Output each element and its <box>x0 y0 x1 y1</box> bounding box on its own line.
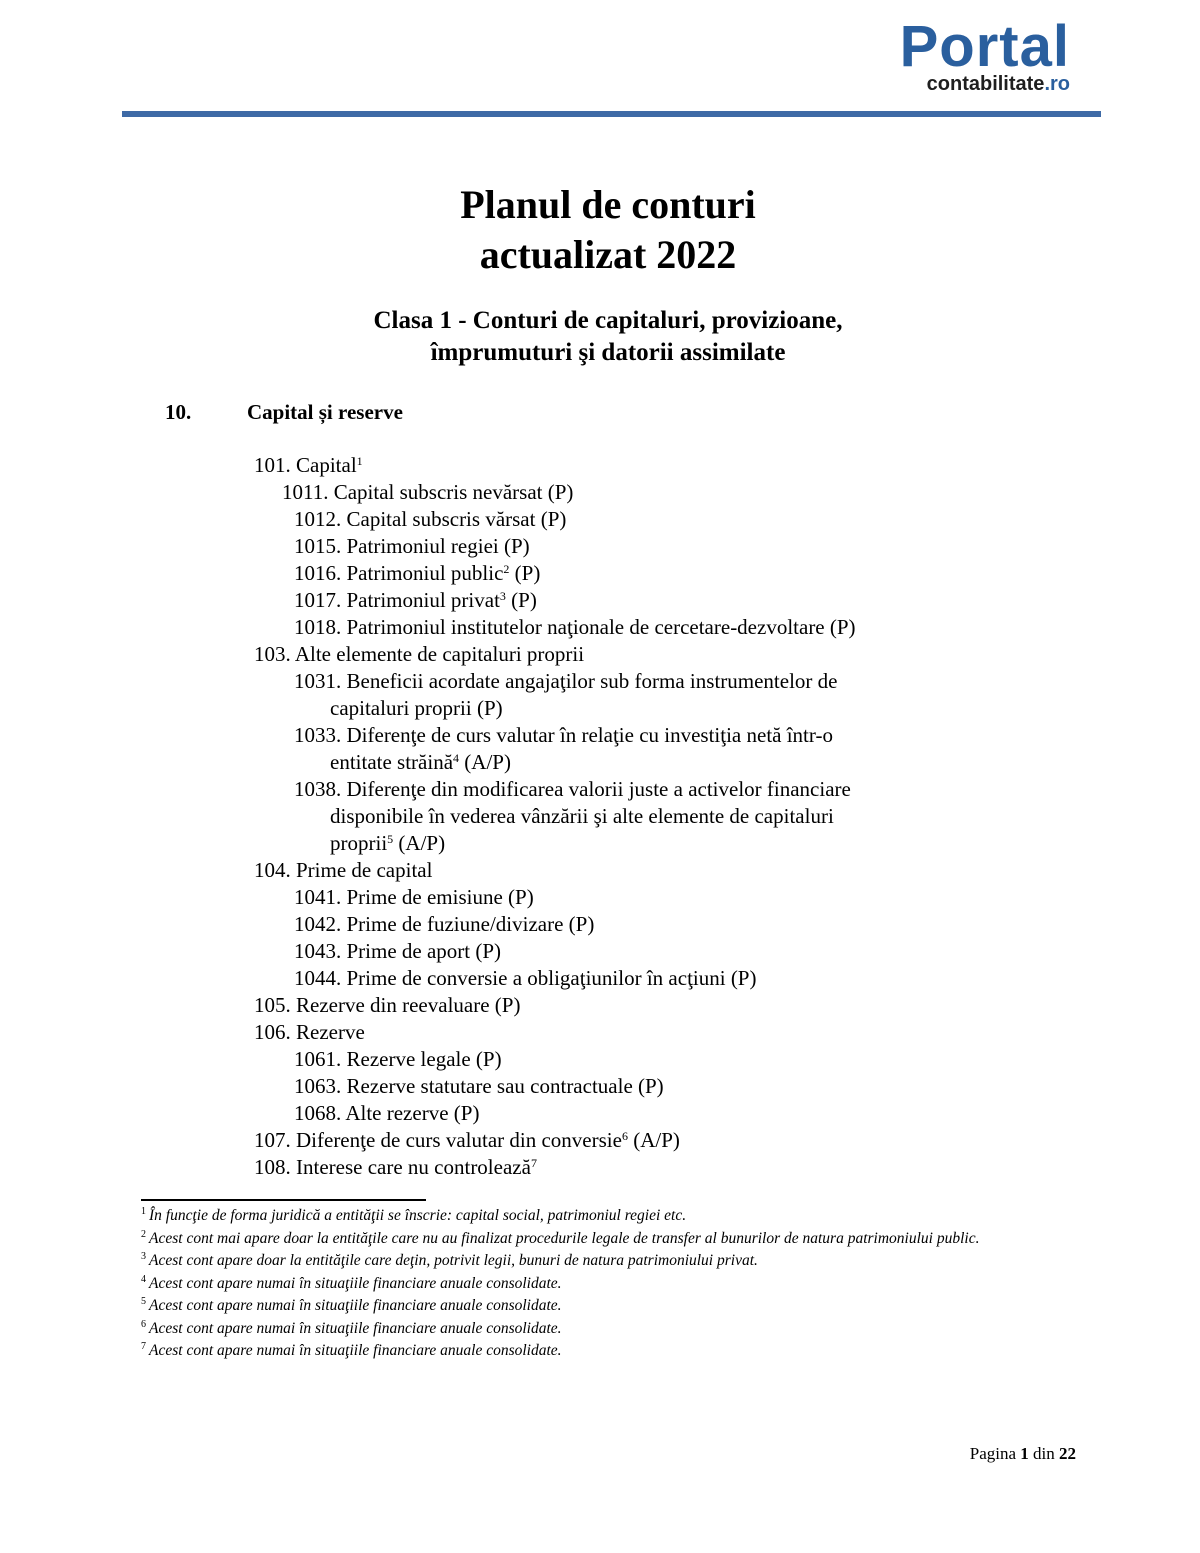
account-text: 103. Alte elemente de capitaluri proprii <box>254 642 585 666</box>
account-line <box>294 911 1200 938</box>
account-text: 1033. Diferenţe de curs valutar în relaţie cu investiţia netă într-o <box>294 723 833 747</box>
footnote <box>141 1228 1051 1251</box>
account-text: 101. Capital <box>254 453 357 477</box>
class-heading-line-2: împrumuturi şi datorii assimilate <box>430 339 786 366</box>
account-line <box>294 884 1200 911</box>
footnote-ref: 7 <box>530 1155 537 1170</box>
account-text: 1063. Rezerve statutare sau contractuale (P) <box>294 1074 664 1098</box>
account-text: 1041. Prime de emisiune (P) <box>294 885 534 909</box>
header-divider <box>122 111 1101 117</box>
total-pages: 22 <box>1059 1444 1076 1463</box>
account-text: 1017. Patrimoniul privat <box>294 588 500 612</box>
footnote-text: Acest cont mai apare doar la entităţile care nu au finalizat procedurile legale de transfer al bunurilor de natura patrimoniului public. <box>149 1229 980 1247</box>
account-text: 1038. Diferenţe din modificarea valorii juste a activelor financiare <box>294 777 851 801</box>
portal-logo <box>899 14 1070 95</box>
logo-main-text: Portal <box>899 14 1070 79</box>
account-tail: (P) <box>505 588 537 612</box>
page-label: Pagina <box>969 1444 1021 1463</box>
footnotes <box>141 1205 1051 1363</box>
footnote-ref: 3 <box>499 588 506 603</box>
account-line <box>254 452 1200 479</box>
page-of-label: din <box>1028 1444 1059 1463</box>
account-text: proprii <box>330 831 388 855</box>
account-line <box>294 668 1200 695</box>
account-line <box>330 830 1200 857</box>
logo-sub-name: contabilitate <box>926 73 1045 95</box>
footnote-ref: 5 <box>387 831 394 846</box>
account-line <box>294 587 1200 614</box>
account-text: 1068. Alte rezerve (P) <box>294 1101 480 1125</box>
footnote-text: Acest cont apare numai în situaţiile financiare anuale consolidate. <box>149 1274 562 1292</box>
footnote <box>141 1340 1051 1363</box>
account-line <box>294 938 1200 965</box>
footnote-number: 5 <box>141 1296 146 1307</box>
footnote <box>141 1273 1051 1296</box>
account-tail: (A/P) <box>627 1128 680 1152</box>
account-line <box>294 1100 1200 1127</box>
logo-sub-suffix: .ro <box>1044 73 1070 95</box>
class-heading <box>8 305 1200 369</box>
footnote-text: În funcţie de forma juridică a entităţii se înscrie: capital social, patrimoniul regiei etc. <box>149 1207 687 1224</box>
footnote-number: 6 <box>141 1318 146 1330</box>
footnote-divider <box>141 1199 426 1201</box>
footnote-text: Acest cont apare numai în situaţiile financiare anuale consolidate. <box>149 1342 562 1359</box>
account-list <box>0 452 1200 1181</box>
section-number: 10. <box>165 400 192 424</box>
account-text: 107. Diferenţe de curs valutar din conversie <box>254 1128 622 1152</box>
account-line <box>294 722 1200 749</box>
account-line <box>294 533 1200 560</box>
footnote <box>141 1295 1051 1318</box>
account-text: capitaluri proprii (P) <box>330 696 503 720</box>
footnote-text: Acest cont apare doar la entităţile care deţin, potrivit legii, bunuri de natura patrimoniului privat. <box>149 1252 758 1269</box>
account-line <box>294 1046 1200 1073</box>
section-name: Capital și reserve <box>247 400 403 424</box>
account-line <box>294 965 1200 992</box>
footnote-text: Acest cont apare numai în situaţiile financiare anuale consolidate. <box>149 1297 562 1314</box>
title-line-1: Planul de conturi <box>460 182 756 227</box>
footnote-number: 4 <box>141 1273 146 1285</box>
account-line <box>294 776 1200 803</box>
footnote-ref: 4 <box>453 750 460 765</box>
account-line <box>294 614 1200 641</box>
account-line <box>330 695 1200 722</box>
account-line <box>254 1127 1200 1154</box>
account-line <box>254 857 1200 884</box>
account-text: 1043. Prime de aport (P) <box>294 939 502 963</box>
account-line <box>294 506 1200 533</box>
account-line <box>294 1073 1200 1100</box>
account-text: 1011. Capital subscris nevărsat (P) <box>282 480 574 504</box>
account-line <box>254 1019 1200 1046</box>
account-tail: (A/P) <box>393 831 446 855</box>
account-line <box>254 992 1200 1019</box>
account-line <box>294 560 1200 587</box>
section-heading <box>165 398 403 426</box>
account-line <box>330 749 1200 776</box>
account-text: 1018. Patrimoniul institutelor naţionale de cercetare-dezvoltare (P) <box>294 615 856 639</box>
page-number <box>970 1443 1076 1465</box>
account-text: 1044. Prime de conversie a obligaţiunilor în acţiuni (P) <box>294 966 757 990</box>
account-line <box>254 641 1200 668</box>
current-page: 1 <box>1020 1444 1029 1463</box>
account-text: entitate străină <box>330 750 454 774</box>
account-text: 1061. Rezerve legale (P) <box>294 1047 502 1071</box>
footnote-number: 3 <box>141 1251 146 1262</box>
account-tail: (A/P) <box>459 750 511 774</box>
footnote-number: 7 <box>141 1341 146 1352</box>
account-text: 1016. Patrimoniul public <box>294 561 504 585</box>
account-text: 1012. Capital subscris vărsat (P) <box>294 507 567 531</box>
account-tail: (P) <box>509 561 541 585</box>
footnote-ref: 2 <box>503 561 510 576</box>
footnote <box>141 1205 1051 1228</box>
account-text: 1042. Prime de fuziune/divizare (P) <box>294 912 595 936</box>
footnote <box>141 1318 1051 1341</box>
account-line <box>282 479 1200 506</box>
account-text: 108. Interese care nu controlează <box>254 1155 531 1179</box>
account-line <box>254 1154 1200 1181</box>
footnote-text: Acest cont apare numai în situaţiile financiare anuale consolidate. <box>149 1319 562 1337</box>
footnote-number: 2 <box>141 1228 146 1240</box>
footnote-number: 1 <box>141 1206 146 1217</box>
account-text: disponibile în vederea vânzării şi alte elemente de capitaluri <box>330 804 834 828</box>
document-title <box>8 180 1200 280</box>
account-text: 105. Rezerve din reevaluare (P) <box>254 993 521 1017</box>
title-line-2: actualizat 2022 <box>479 232 737 277</box>
footnote-ref: 6 <box>621 1128 628 1143</box>
class-heading-line-1: Clasa 1 - Conturi de capitaluri, provizioane, <box>373 307 843 334</box>
account-text: 104. Prime de capital <box>254 858 433 882</box>
account-text: 106. Rezerve <box>254 1020 365 1044</box>
account-line <box>330 803 1200 830</box>
footnote <box>141 1250 1051 1273</box>
footnote-ref: 1 <box>356 453 363 468</box>
account-text: 1015. Patrimoniul regiei (P) <box>294 534 530 558</box>
account-text: 1031. Beneficii acordate angajaţilor sub forma instrumentelor de <box>294 669 838 693</box>
